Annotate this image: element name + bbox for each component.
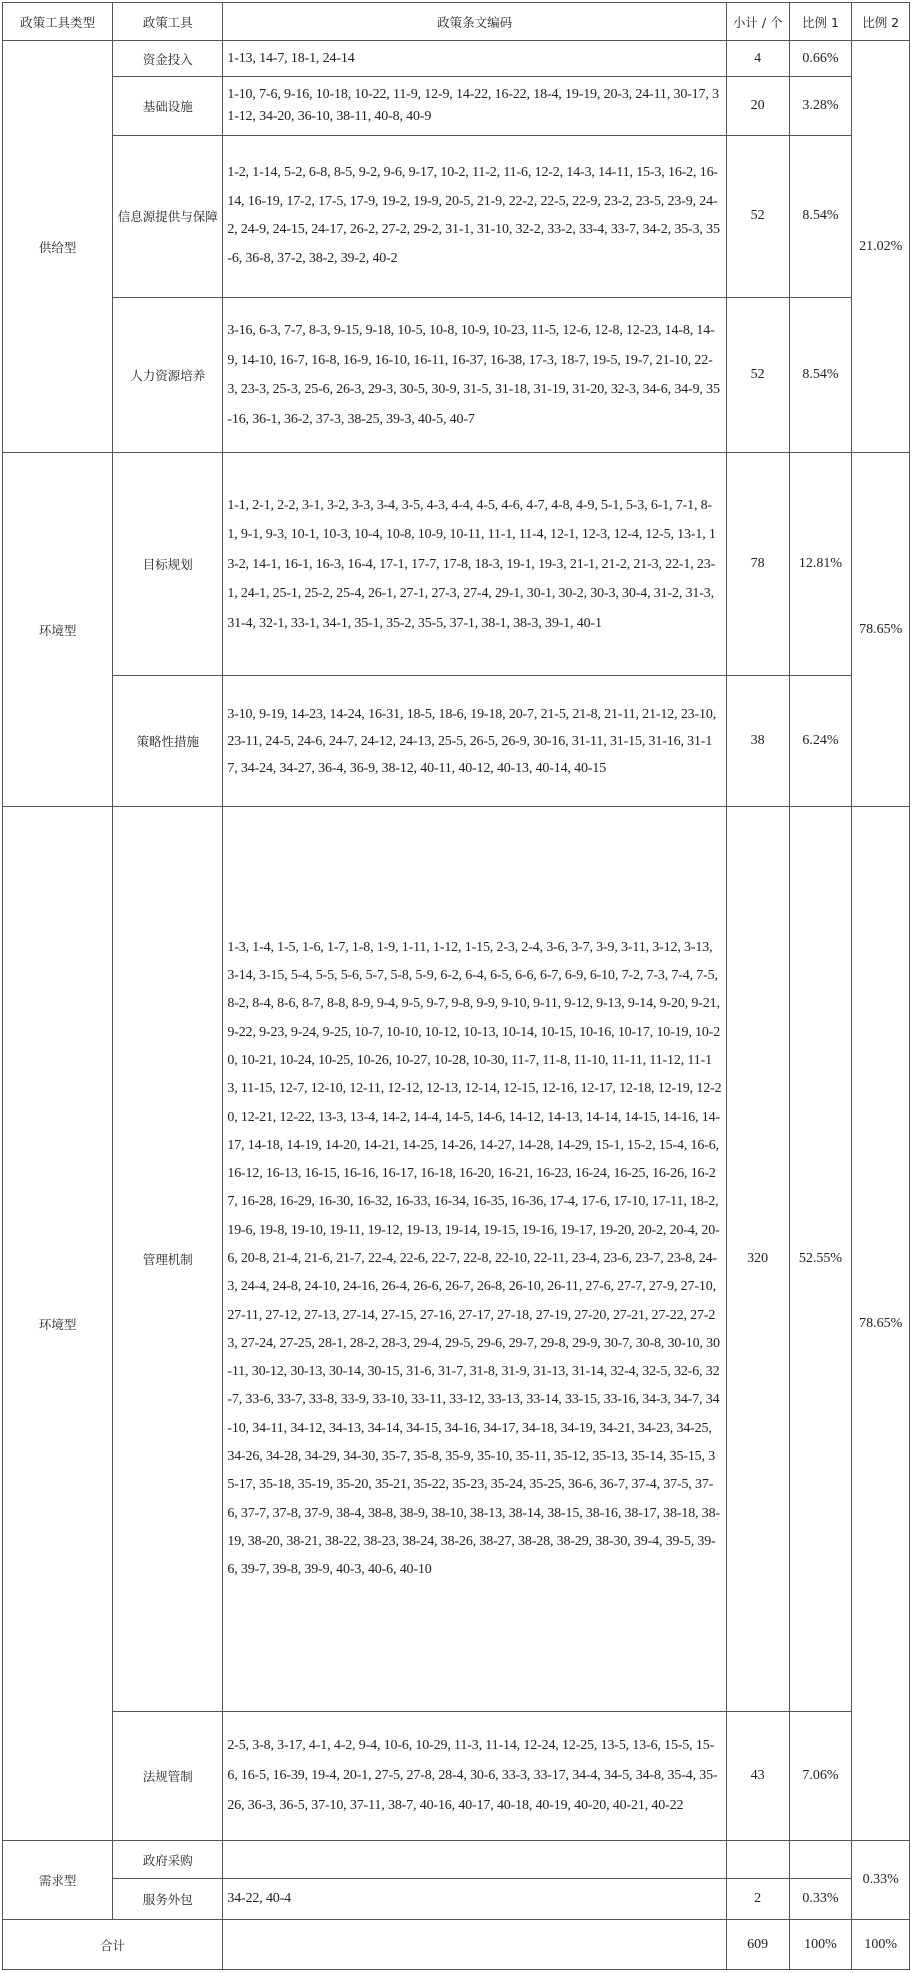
codes-cell [223, 1841, 726, 1879]
codes-cell: 1-3, 1-4, 1-5, 1-6, 1-7, 1-8, 1-9, 1-11, 1-12, 1-15, 2-3, 2-4, 3-6, 3-7, 3-9, 3-11, 3-12, 3-13, 3-14, 3-15, 5-4, 5-5, 5-6, 5-7, 5-8, 5-9, 6-2, 6-4, 6-5, 6-6, 6-7, 6-9, 6-10, 7-2, 7-3, 7-4, 7-5, 8-2, 8-4, 8-6, 8-7, 8-8, 8-9, 9-4, 9-5, 9-7, 9-8, 9-9, 9-10, 9-11, 9-12, 9-13, 9-14, 9-20, 9-21, 9-22, 9-23, 9-24, 9-25, 10-7, 10-10, 10-12, 10-13, 10-14, 10-15, 10-16, 10-17, 10-19, 10-20, 10-21, 10-24, 10-25, 10-26, 10-27, 10-28, 10-30, 11-7, 11-8, 11-10, 11-11, 11-12, 11-13, 11-15, 12-7, 12-10, 12-11, 12-12, 12-13, 12-14, 12-15, 12-16, 12-17, 12-18, 12-19, 12-20, 12-21, 12-22, 13-3, 13-4, 14-2, 14-4, 14-5, 14-6, 14-12, 14-13, 14-14, 14-15, 14-16, 14-17, 14-18, 14-19, 14-20, 14-21, 14-25, 14-26, 14-27, 14-28, 14-29, 15-1, 15-2, 15-4, 16-6, 16-12, 16-13, 16-15, 16-16, 16-17, 16-18, 16-20, 16-21, 16-23, 16-24, 16-25, 16-26, 16-27, 16-28, 16-29, 16-30, 16-32, 16-33, 16-34, 16-35, 16-36, 17-4, 17-6, 17-10, 17-11, 18-2, 19-6, 19-8, 19-10, 19-11, 19-12, 19-13, 19-14, 19-15, 19-16, 19-17, 19-20, 20-2, 20-4, 20-6, 20-8, 21-4, 21-6, 21-7, 22-4, 22-6, 22-7, 22-8, 22-10, 22-11, 23-4, 23-6, 23-7, 23-8, 24-3, 24-4, 24-8, 24-10, 24-16, 26-4, 26-6, 26-7, 26-8, 26-10, 26-11, 27-6, 27-7, 27-9, 27-10, 27-11, 27-12, 27-13, 27-14, 27-15, 27-16, 27-17, 27-18, 27-19, 27-20, 27-21, 27-22, 27-23, 27-24, 27-25, 28-1, 28-2, 28-3, 29-4, 29-5, 29-6, 29-7, 29-8, 29-9, 30-7, 30-8, 30-10, 30-11, 30-12, 30-13, 30-14, 30-15, 31-6, 31-7, 31-8, 31-9, 31-13, 31-14, 32-4, 32-5, 32-6, 32-7, 33-6, 33-7, 33-8, 33-9, 33-10, 33-11, 33-12, 33-13, 33-14, 33-15, 33-16, 34-3, 34-7, 34-10, 34-11, 34-12, 34-13, 34-14, 34-15, 34-16, 34-17, 34-18, 34-19, 34-21, 34-23, 34-25, 34-26, 34-28, 34-29, 34-30, 35-7, 35-8, 35-9, 35-10, 35-11, 35-12, 35-13, 35-14, 35-15, 35-17, 35-18, 35-19, 35-20, 35-21, 35-22, 35-23, 35-24, 35-25, 36-6, 36-7, 37-4, 37-5, 37-6, 37-7, 37-8, 37-9, 38-4, 38-8, 38-9, 38-10, 38-13, 38-14, 38-15, 38-16, 38-17, 38-18, 38-19, 38-20, 38-21, 38-22, 38-23, 38-24, 38-26, 38-27, 38-28, 38-29, 38-30, 39-4, 39-5, 39-6, 39-7, 39-8, 39-9, 40-3, 40-6, 40-10 [223, 807, 726, 1712]
tool-cell: 服务外包 [113, 1879, 223, 1920]
count-cell [726, 1841, 789, 1879]
header-tool: 政策工具 [113, 3, 223, 41]
group-ratio2-cell: 21.02% [852, 41, 910, 453]
header-ratio1: 比例 1 [789, 3, 852, 41]
total-ratio2: 100% [852, 1920, 910, 1970]
group-type-cell: 供给型 [3, 41, 113, 453]
header-row [3, 3, 910, 41]
tool-cell: 政府采购 [113, 1841, 223, 1879]
codes-cell: 1-10, 7-6, 9-16, 10-18, 10-22, 11-9, 12-9, 14-22, 16-22, 18-4, 19-19, 20-3, 24-11, 30-17, 31-12, 34-20, 36-10, 38-11, 40-8, 40-9 [223, 77, 726, 136]
table-row [3, 676, 910, 807]
ratio1-cell: 7.06% [789, 1712, 852, 1841]
group-ratio2-cell: 0.33% [852, 1841, 910, 1920]
tool-cell: 人力资源培养 [113, 297, 223, 453]
ratio1-cell [789, 1841, 852, 1879]
ratio1-cell: 8.54% [789, 297, 852, 453]
codes-cell: 1-1, 2-1, 2-2, 3-1, 3-2, 3-3, 3-4, 3-5, 4-3, 4-4, 4-5, 4-6, 4-7, 4-8, 4-9, 5-1, 5-3, 6-1, 7-1, 8-1, 9-1, 9-3, 10-1, 10-3, 10-4, 10-8, 10-9, 10-11, 11-1, 11-4, 12-1, 12-3, 12-4, 12-5, 13-1, 13-2, 14-1, 16-1, 16-3, 16-4, 17-1, 17-7, 17-8, 18-3, 19-1, 19-3, 21-1, 21-2, 21-3, 22-1, 23-1, 24-1, 25-1, 25-2, 25-4, 26-1, 27-1, 27-3, 27-4, 29-1, 30-1, 30-2, 30-3, 30-4, 31-2, 31-3, 31-4, 32-1, 33-1, 34-1, 35-1, 35-2, 35-5, 37-1, 38-1, 38-3, 39-1, 40-1 [223, 453, 726, 676]
total-count: 609 [726, 1920, 789, 1970]
count-cell: 4 [726, 41, 789, 77]
count-cell: 52 [726, 135, 789, 297]
codes-cell: 3-16, 6-3, 7-7, 8-3, 9-15, 9-18, 10-5, 10-8, 10-9, 10-23, 11-5, 12-6, 12-8, 12-23, 14-8, 14-9, 14-10, 16-7, 16-8, 16-9, 16-10, 16-11, 16-37, 16-38, 17-3, 18-7, 19-5, 19-7, 21-10, 22-3, 23-3, 25-3, 25-6, 26-3, 29-3, 30-5, 30-9, 31-5, 31-18, 31-19, 31-20, 32-3, 34-6, 34-9, 35-16, 36-1, 36-2, 37-3, 38-25, 39-3, 40-5, 40-7 [223, 297, 726, 453]
tool-cell: 基础设施 [113, 77, 223, 136]
group-type-cell: 环境型 [3, 453, 113, 807]
count-cell: 320 [726, 807, 789, 1712]
count-cell: 78 [726, 453, 789, 676]
header-type: 政策工具类型 [3, 3, 113, 41]
table-row [3, 41, 910, 77]
ratio1-cell: 8.54% [789, 135, 852, 297]
group-ratio2-cell: 78.65% [852, 453, 910, 807]
policy-tools-table [2, 2, 910, 1970]
group-type-cell: 需求型 [3, 1841, 113, 1920]
ratio1-cell: 52.55% [789, 807, 852, 1712]
ratio1-cell: 3.28% [789, 77, 852, 136]
tool-cell: 资金投入 [113, 41, 223, 77]
count-cell: 52 [726, 297, 789, 453]
tool-cell: 法规管制 [113, 1712, 223, 1841]
codes-cell: 1-13, 14-7, 18-1, 24-14 [223, 41, 726, 77]
ratio1-cell: 0.66% [789, 41, 852, 77]
total-codes [223, 1920, 726, 1970]
total-label: 合计 [3, 1920, 223, 1970]
codes-cell: 2-5, 3-8, 3-17, 4-1, 4-2, 9-4, 10-6, 10-29, 11-3, 11-14, 12-24, 12-25, 13-5, 13-6, 15-5, 15-6, 16-5, 16-39, 19-4, 20-1, 27-5, 27-8, 28-4, 30-6, 33-3, 33-17, 34-4, 34-5, 34-8, 35-4, 35-26, 36-3, 36-5, 37-10, 37-11, 38-7, 40-16, 40-17, 40-18, 40-19, 40-20, 40-21, 40-22 [223, 1712, 726, 1841]
table-row [3, 453, 910, 676]
ratio1-cell: 12.81% [789, 453, 852, 676]
codes-cell: 34-22, 40-4 [223, 1879, 726, 1920]
header-codes: 政策条文编码 [223, 3, 726, 41]
count-cell: 20 [726, 77, 789, 136]
table-row [3, 1879, 910, 1920]
tool-cell: 目标规划 [113, 453, 223, 676]
count-cell: 2 [726, 1879, 789, 1920]
total-ratio1: 100% [789, 1920, 852, 1970]
codes-cell: 3-10, 9-19, 14-23, 14-24, 16-31, 18-5, 18-6, 19-18, 20-7, 21-5, 21-8, 21-11, 21-12, 23-10, 23-11, 24-5, 24-6, 24-7, 24-12, 24-13, 25-5, 26-5, 26-9, 30-16, 31-11, 31-15, 31-16, 31-17, 34-24, 34-27, 36-4, 36-9, 38-12, 40-11, 40-12, 40-13, 40-14, 40-15 [223, 676, 726, 807]
ratio1-cell: 6.24% [789, 676, 852, 807]
tool-cell: 信息源提供与保障 [113, 135, 223, 297]
table-row [3, 807, 910, 1712]
codes-cell: 1-2, 1-14, 5-2, 6-8, 8-5, 9-2, 9-6, 9-17, 10-2, 11-2, 11-6, 12-2, 14-3, 14-11, 15-3, 16-2, 16-14, 16-19, 17-2, 17-5, 17-9, 19-2, 19-9, 20-5, 21-9, 22-2, 22-5, 22-9, 23-2, 23-5, 23-9, 24-2, 24-9, 24-15, 24-17, 26-2, 27-2, 29-2, 31-1, 31-10, 32-2, 33-2, 33-4, 33-7, 34-2, 35-3, 35-6, 36-8, 37-2, 38-2, 39-2, 40-2 [223, 135, 726, 297]
ratio1-cell: 0.33% [789, 1879, 852, 1920]
header-count: 小计 / 个 [726, 3, 789, 41]
count-cell: 38 [726, 676, 789, 807]
table-row [3, 1841, 910, 1879]
table-row [3, 297, 910, 453]
table-row [3, 77, 910, 136]
tool-cell: 策略性措施 [113, 676, 223, 807]
group-type-cell: 环境型 [3, 807, 113, 1841]
tool-cell: 管理机制 [113, 807, 223, 1712]
group-ratio2-cell: 78.65% [852, 807, 910, 1841]
total-row [3, 1920, 910, 1970]
table-row [3, 135, 910, 297]
header-ratio2: 比例 2 [852, 3, 910, 41]
count-cell: 43 [726, 1712, 789, 1841]
table-row [3, 1712, 910, 1841]
